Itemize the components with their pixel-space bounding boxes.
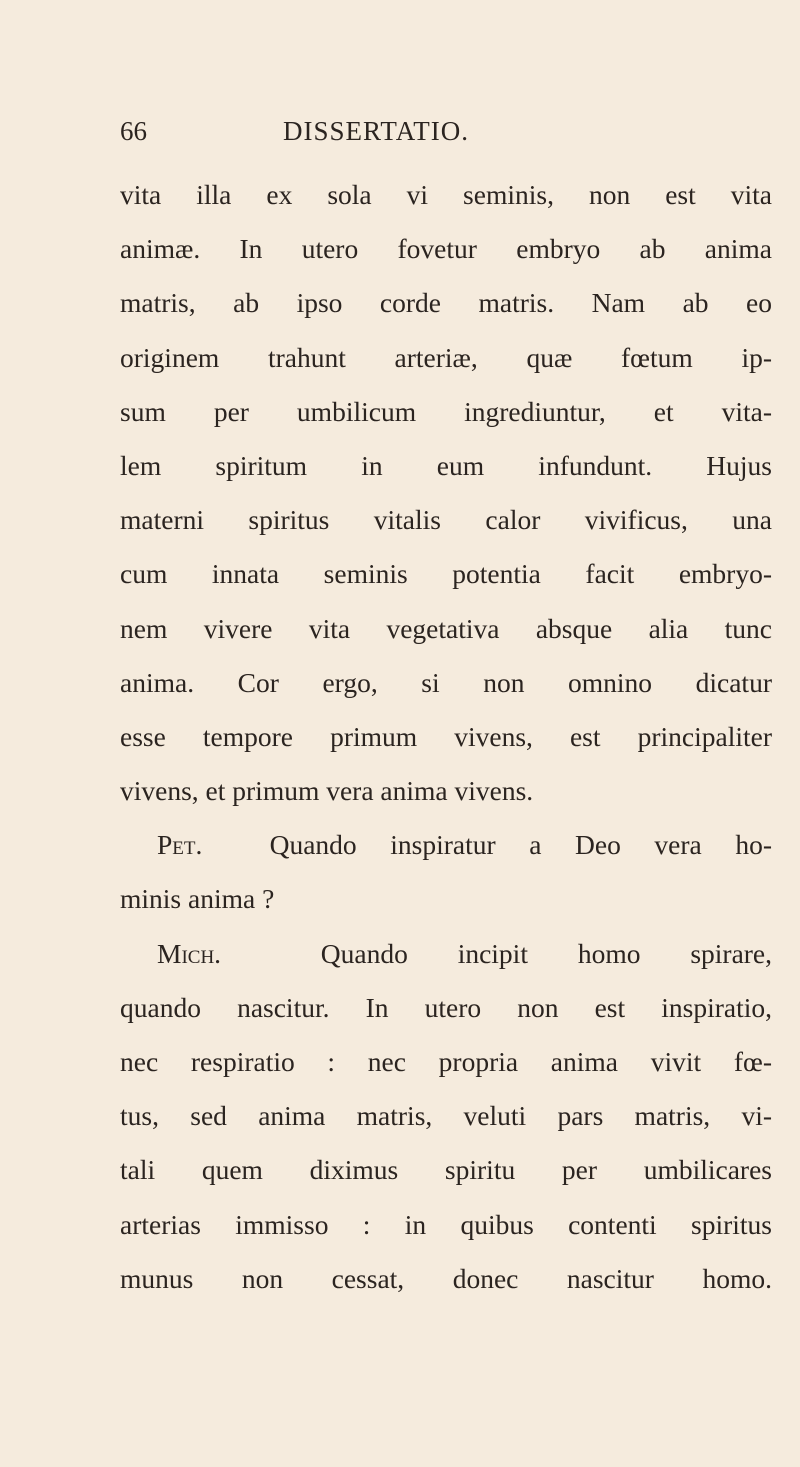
text-line: munus non cessat, donec nascitur homo. — [120, 1262, 772, 1294]
speaker-pet: Pet. — [157, 829, 203, 861]
page-header — [120, 116, 772, 156]
text-line: animæ. In utero fovetur embryo ab anima — [120, 233, 772, 265]
text-line: esse tempore primum vivens, est principaliter — [120, 720, 772, 752]
text-line: nem vivere vita vegetativa absque alia tunc — [120, 612, 772, 644]
dialogue-line — [120, 822, 772, 876]
page-number: 66 — [120, 116, 147, 146]
text-line: sum per umbilicum ingrediuntur, et vita- — [120, 395, 772, 427]
text-line: anima. Cor ergo, si non omnino dicatur — [120, 666, 772, 698]
running-head: DISSERTATIO. — [283, 116, 469, 146]
text-line: arterias immisso : in quibus contenti spiritus — [120, 1208, 772, 1240]
text-line: nec respiratio : nec propria anima vivit fœ- — [120, 1046, 772, 1077]
text-line: vita illa ex sola vi seminis, non est vita — [120, 179, 772, 210]
text-line: quando nascitur. In utero non est inspiratio, — [120, 991, 772, 1023]
dialogue-line — [120, 931, 772, 985]
text-line: lem spiritum in eum infundunt. Hujus — [120, 449, 772, 481]
text-line: matris, ab ipso corde matris. Nam ab eo — [120, 287, 772, 319]
text-line: minis anima ? — [120, 883, 275, 915]
text-line: tali quem diximus spiritu per umbilicares — [120, 1154, 772, 1186]
text-line: materni spiritus vitalis calor vivificus, una — [120, 504, 772, 536]
text-line: originem trahunt arteriæ, quæ fœtum ip- — [120, 341, 772, 373]
dialogue-text: Quando incipit homo spirare, — [320, 937, 773, 969]
text-line: tus, sed anima matris, veluti pars matris, vi- — [120, 1100, 772, 1132]
speaker-mich: Mich. — [157, 937, 222, 969]
text-line: vivens, et primum vera anima vivens. — [120, 775, 534, 807]
dialogue-text: Quando inspiratur a Deo vera ho- — [269, 829, 772, 861]
text-line: cum innata seminis potentia facit embryo- — [120, 558, 772, 590]
page-body — [120, 172, 772, 1310]
